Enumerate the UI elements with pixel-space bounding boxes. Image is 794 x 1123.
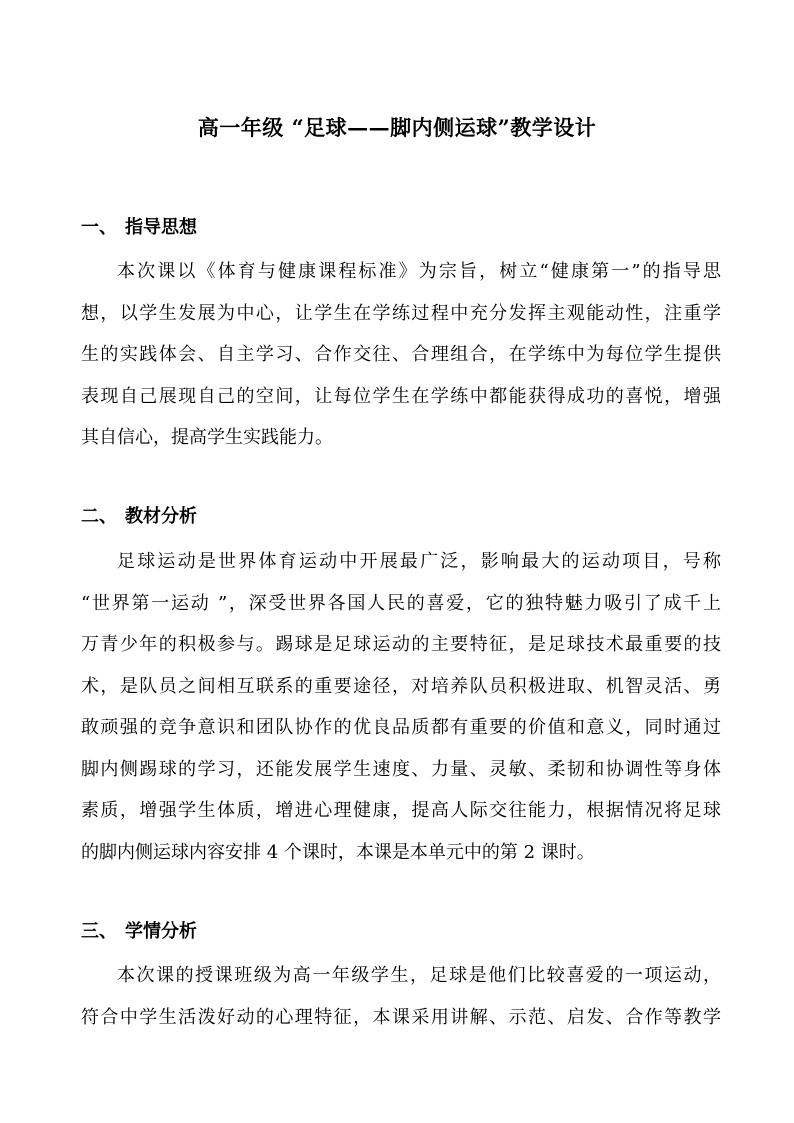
paragraph-line: 术，是队员之间相互联系的重要途径，对培养队员积极进取、机智灵活、勇	[81, 675, 721, 697]
section-heading-learner-analysis	[81, 917, 197, 943]
paragraph-line: 万青少年的积极参与。踢球是足球运动的主要特征，是足球技术最重要的技	[81, 634, 721, 655]
section-paragraph-textbook-analysis	[81, 541, 721, 873]
section-paragraph-guiding-ideology	[81, 251, 721, 459]
paragraph-line: 敢顽强的竞争意识和团队协作的优良品质都有重要的价值和意义，同时通过	[81, 717, 721, 738]
section-heading-textbook-analysis	[81, 502, 197, 528]
paragraph-line: 其自信心，提高学生实践能力。	[81, 427, 333, 448]
paragraph-line: 生的实践体会、自主学习、合作交往、合理组合，在学练中为每位学生提供	[81, 344, 721, 365]
section-number: 二、	[81, 506, 117, 527]
paragraph-line: 符合中学生活泼好动的心理特征，本课采用讲解、示范、启发、合作等教学	[81, 1006, 721, 1028]
paragraph-line: 本次课以《体育与健康课程标准》为宗旨，树立“健康第一”的指导思	[117, 261, 721, 282]
paragraph-line: 足球运动是世界体育运动中开展最广泛，影响最大的运动项目，号称	[117, 551, 721, 572]
paragraph-line: 本次课的授课班级为高一年级学生，足球是他们比较喜爱的一项运动，	[117, 965, 721, 986]
section-title: 指导思想	[125, 217, 197, 238]
section-paragraph-learner-analysis	[81, 955, 721, 1038]
document-title: 高一年级 “足球——脚内侧运球”教学设计	[197, 115, 597, 140]
paragraph-line: “世界第一运动 ”，深受世界各国人民的喜爱，它的独特魅力吸引了成千上	[81, 592, 721, 614]
section-title: 教材分析	[125, 506, 197, 527]
section-title: 学情分析	[125, 921, 197, 942]
section-number: 三、	[81, 921, 117, 942]
paragraph-line: 想，以学生发展为中心，让学生在学练过程中充分发挥主观能动性，注重学	[81, 302, 721, 324]
section-number: 一、	[81, 217, 117, 238]
paragraph-line: 素质，增强学生体质，增进心理健康，提高人际交往能力，根据情况将足球	[81, 800, 721, 821]
paragraph-line: 表现自己展现自己的空间，让每位学生在学练中都能获得成功的喜悦，增强	[81, 385, 721, 407]
section-heading-guiding-ideology	[81, 213, 197, 239]
paragraph-line: 的脚内侧运球内容安排 4 个课时，本课是本单元中的第 2 课时。	[81, 841, 595, 863]
paragraph-line: 脚内侧踢球的学习，还能发展学生速度、力量、灵敏、柔韧和协调性等身体	[81, 758, 721, 780]
